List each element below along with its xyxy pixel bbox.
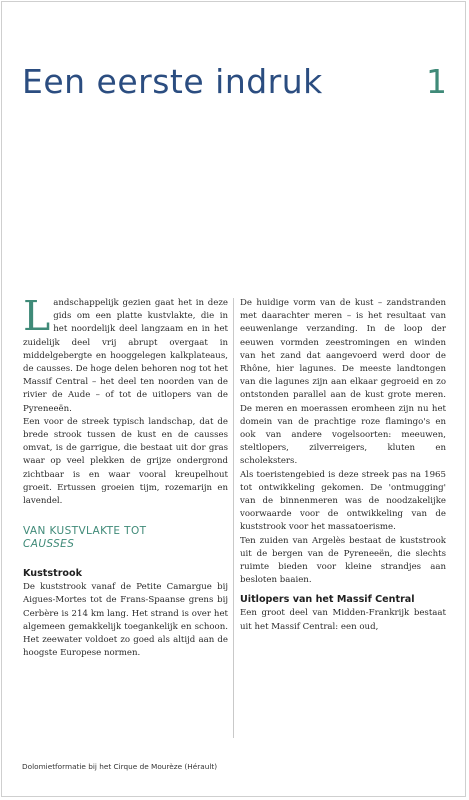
chapter-header <box>22 52 447 101</box>
chapter-title: Een eerste indruk <box>22 62 323 101</box>
column-divider <box>233 298 234 738</box>
sub-heading-massif-central: Uitlopers van het Massif Central <box>240 594 415 606</box>
left-column <box>23 292 228 660</box>
body-paragraph: Een groot deel van Midden-Frankrijk bestaat uit het Massif Central: een oud, <box>240 608 446 632</box>
photo-caption: Dolomietformatie bij het Cirque de Mourèze (Hérault) <box>22 762 218 771</box>
body-paragraph: De kuststrook vanaf de Petite Camargue bij Aigues-Mortes tot de Frans-Spaanse grens bij Cerbère is 214 km lang. Het strand is over het algemeen gemakkelijk toegankelijk en schoon. Het zeewater voldoet zo goed als altijd aan de hoogste Europese normen. <box>23 582 228 659</box>
intro-paragraph <box>23 292 228 416</box>
body-paragraph: Ten zuiden van Argelès bestaat de kuststrook uit de bergen van de Pyreneeën, die slechts ruimte bieden voor kleine strandjes aan besloten baaien. <box>240 535 446 586</box>
intro-text: andschappelijk gezien gaat het in deze gids om een platte kustvlakte, die in het noordelijk deel langzaam en in het zuidelijk deel vrij abrupt overgaat in middelgebergte en hooggelegen kalkplateaus, de causses. De hoge delen behoren nog tot het Massif Central – het deel ten noorden van de rivier de Aude – of tot de uitlopers van de Pyreneeën. <box>23 298 228 414</box>
body-paragraph: Een voor de streek typisch landschap, dat de brede strook tussen de kust en de causses omvat, is de garrigue, die bestaat uit dor gras waar op veel plekken de grijze ondergrond zichtbaar is en waar vooral kreupelhout groeit. Ertussen groeien tijm, rozemarijn en lavendel. <box>23 416 228 507</box>
right-column <box>240 297 446 634</box>
sub-heading-kuststrook: Kuststrook <box>23 568 82 580</box>
body-paragraph: De huidige vorm van de kust – zandstranden met daarachter meren – is het resultaat van eeuwenlange verzanding. In de loop der eeuwen vormden zeestromingen en winden van het zand dat aangevoerd werd door de Rhône, hier lagunes. De meeste landtongen van die lagunes zijn aan elkaar gegroeid en zo ontstonden parallel aan de kust grote meren. De meren en moerassen eromheen zijn nu het domein van de prachtige roze flamingo's en ook van andere vogelsoorten: meeuwen, steltlopers, zilverreigers, kluten en scholeksters. <box>240 298 446 467</box>
body-paragraph: Als toeristengebied is deze streek pas na 1965 tot ontwikkeling gekomen. De 'ontmugging' van de binnenmeren was de noodzakelijke voorwaarde voor de ontwikkeling van de kuststrook voor het massatoerisme. <box>240 469 446 533</box>
drop-cap: L <box>23 292 51 340</box>
section-heading-line2: CAUSSES <box>23 538 75 551</box>
photo-area <box>2 120 465 290</box>
section-heading <box>23 525 228 551</box>
chapter-number: 1 <box>426 62 447 101</box>
section-heading-line1: VAN KUSTVLAKTE TOT <box>23 525 147 538</box>
